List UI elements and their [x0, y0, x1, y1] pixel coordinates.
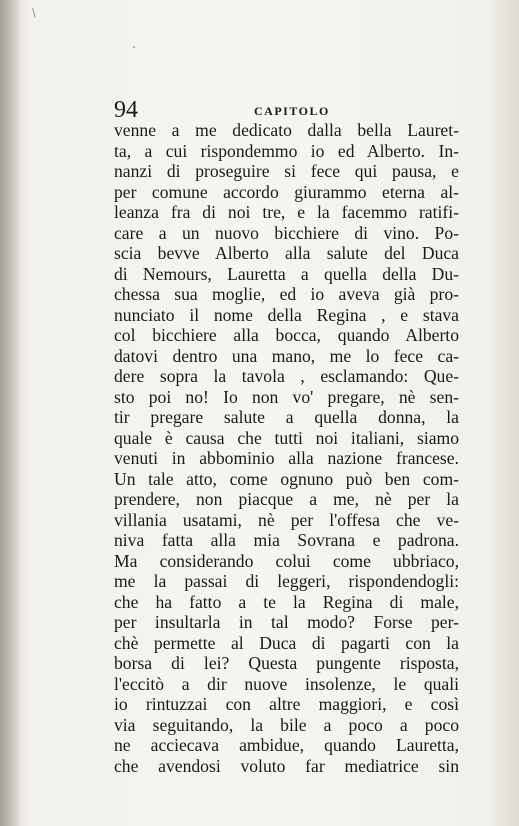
text-line: di Nemours, Lauretta a quella della Du-	[114, 263, 459, 284]
text-line: Un tale atto, come ognuno può ben com-	[114, 468, 459, 489]
text-line: per insultarla in tal modo? Forse per-	[114, 612, 459, 632]
text-line: villania usatami, nè per l'offesa che ve-	[114, 509, 459, 530]
text-line: dere sopra la tavola , esclamando: Que-	[114, 366, 459, 386]
text-line: care a un nuovo bicchiere di vino. Po-	[114, 222, 459, 243]
text-line: venuti in abbominio alla nazione francese.	[114, 448, 459, 468]
margin-mark: \	[32, 6, 36, 19]
text-line: borsa di lei? Questa pungente risposta,	[114, 653, 459, 673]
text-line: che ha fatto a te la Regina di male,	[114, 591, 459, 612]
text-line: per comune accordo giurammo eterna al-	[114, 181, 459, 202]
text-line: niva fatta alla mia Sovrana e padrona.	[114, 530, 459, 550]
text-line: l'eccitò a dir nuove insolenze, le quali	[114, 673, 459, 694]
margin-mark: -	[132, 40, 136, 53]
text-line: ne acciecava ambidue, quando Lauretta,	[114, 735, 459, 755]
text-line: via seguitando, la bile a poco a poco	[114, 714, 459, 735]
text-line: me la passai di leggeri, rispondendogli:	[114, 571, 459, 591]
text-line: Ma considerando colui come ubbriaco,	[114, 550, 459, 571]
text-line: prendere, non piacque a me, nè per la	[114, 489, 459, 509]
text-line: sto poi no! Io non vo' pregare, nè sen-	[114, 386, 459, 407]
page-header	[114, 98, 459, 122]
running-head: CAPITOLO	[254, 104, 330, 118]
text-line: venne a me dedicato dalla bella Lauret-	[114, 120, 459, 140]
text-line: nanzi di proseguire si fece qui pausa, e	[114, 161, 459, 181]
text-line: io rintuzzai con altre maggiori, e così	[114, 694, 459, 714]
text-line: chè permette al Duca di pagarti con la	[114, 632, 459, 653]
text-line: chessa sua moglie, ed io aveva già pro-	[114, 284, 459, 304]
text-line: scia bevve Alberto alla salute del Duca	[114, 243, 459, 263]
page-number: 94	[114, 97, 138, 123]
text-line: nunciato il nome della Regina , e stava	[114, 304, 459, 325]
text-line: che avendosi voluto far mediatrice sin	[114, 755, 459, 776]
binding-shadow	[0, 0, 22, 826]
text-line: col bicchiere alla bocca, quando Alberto	[114, 325, 459, 345]
text-line: quale è causa che tutti noi italiani, siamo	[114, 427, 459, 448]
text-line: leanza fra di noi tre, e la facemmo ratifi-	[114, 202, 459, 222]
text-line: ta, a cui rispondemmo io ed Alberto. In-	[114, 140, 459, 161]
body-text	[114, 120, 459, 776]
text-line: tir pregare salute a quella donna, la	[114, 407, 459, 427]
text-line: datovi dentro una mano, me lo fece ca-	[114, 345, 459, 366]
